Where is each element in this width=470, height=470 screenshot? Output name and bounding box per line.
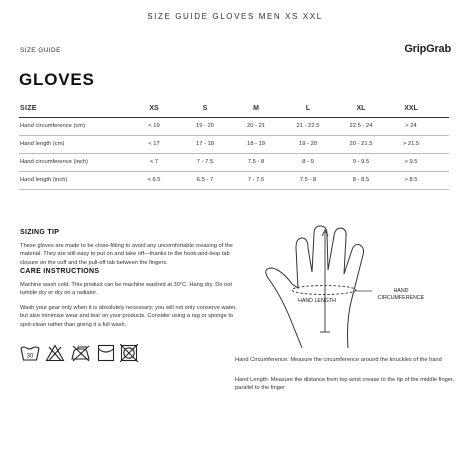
table-cell: 20 - 21 (246, 123, 266, 129)
table-cell: 9 - 9.5 (352, 159, 370, 165)
page-heading: GLOVES (19, 70, 95, 89)
table-cell: > 9.5 (404, 159, 418, 165)
size-header: S (202, 105, 208, 112)
size-header: XXL (404, 105, 418, 112)
page-title: SIZE GUIDE GLOVES MEN XS XXL (147, 12, 323, 21)
hand-diagram (240, 220, 440, 350)
wash-30-icon (20, 344, 40, 362)
table-cell: < 17 (148, 141, 160, 147)
table-row (19, 154, 449, 172)
table-cell: 7 - 7.5 (196, 159, 214, 165)
table-cell: 19 - 20 (298, 141, 318, 147)
table-cell: > 24 (405, 123, 417, 129)
table-cell: > 21.5 (402, 141, 420, 147)
table-cell: 19 - 20 (195, 123, 215, 129)
circumference-caption: Hand Circumference: Measure the circumference around the knuckles of the hand (235, 357, 442, 363)
sizing-tip-text: These gloves are made to be close-fitting to avoid any uncomfortable creasing of the material. They are still easy to put on and take off—thanks to the hook-and-loop tab closure on the cuff and the pull-off tab between the fingers. (20, 243, 233, 266)
table-header-row (19, 100, 449, 118)
table-cell: 7 - 7.5 (247, 177, 265, 183)
brand-logo: GripGrab (404, 43, 451, 55)
table-row (19, 172, 449, 190)
table-cell: 7.5 - 8 (299, 177, 317, 183)
no-tumble-dry-icon (120, 344, 138, 362)
row-label: Hand circumference (cm) (20, 123, 86, 129)
table-row (19, 118, 449, 136)
table-row (19, 136, 449, 154)
no-iron-icon (70, 344, 92, 362)
size-header: M (253, 105, 259, 112)
table-header-label: SIZE (20, 105, 37, 112)
table-cell: 7.5 - 8 (247, 159, 265, 165)
hand-circumference-label: HAND CIRCUMFERENCE (377, 288, 425, 301)
table-cell: 6.5 - 7 (196, 177, 214, 183)
table-cell: > 8.5 (404, 177, 418, 183)
wash-temp-label: 30 (26, 353, 34, 360)
table-cell: 8 - 8.5 (352, 177, 370, 183)
row-label: Hand circumference (inch) (20, 159, 88, 165)
care-title: CARE INSTRUCTIONS (20, 268, 100, 275)
section-label: SIZE GUIDE (20, 47, 61, 54)
hand-length-label: HAND LENGTH (298, 298, 336, 304)
table-cell: 22.5 - 24 (349, 123, 373, 129)
table-cell: < 19 (148, 123, 160, 129)
table-cell: 21 - 22.5 (296, 123, 320, 129)
table-cell: < 7 (149, 159, 159, 165)
circumference-band (292, 286, 356, 295)
size-header: L (305, 105, 311, 112)
row-label: Hand length (cm) (20, 141, 65, 147)
sizing-tip-title: SIZING TIP (20, 229, 60, 236)
table-cell: 8 - 9 (302, 159, 314, 165)
table-cell: 17 - 18 (195, 141, 215, 147)
care-text-1: Machine wash cold. This product can be machine washed at 30°C. Hang dry. Do not tumble dry or dry on a radiator. (20, 282, 232, 297)
table-cell: 18 - 19 (246, 141, 266, 147)
row-label: Hand length (inch) (20, 177, 68, 183)
length-caption: Hand Length: Measure the distance from top wrist crease to the tip of the middle finger, parallel to the finger (235, 377, 455, 392)
hang-dry-icon (97, 344, 115, 362)
size-header: XL (356, 105, 366, 112)
size-header: XS (149, 105, 159, 112)
no-bleach-icon (45, 344, 65, 362)
table-cell: 20 - 21.5 (349, 141, 373, 147)
table-cell: < 6.5 (147, 177, 161, 183)
size-table (19, 100, 449, 190)
care-text-2: Wash your gear only when it is absolutely necessary; you will not only conserve water, but also minimise wear and tear on your products. Consider using a rag or sponge to spot-clean rather than giving it a full wash. (20, 305, 237, 328)
